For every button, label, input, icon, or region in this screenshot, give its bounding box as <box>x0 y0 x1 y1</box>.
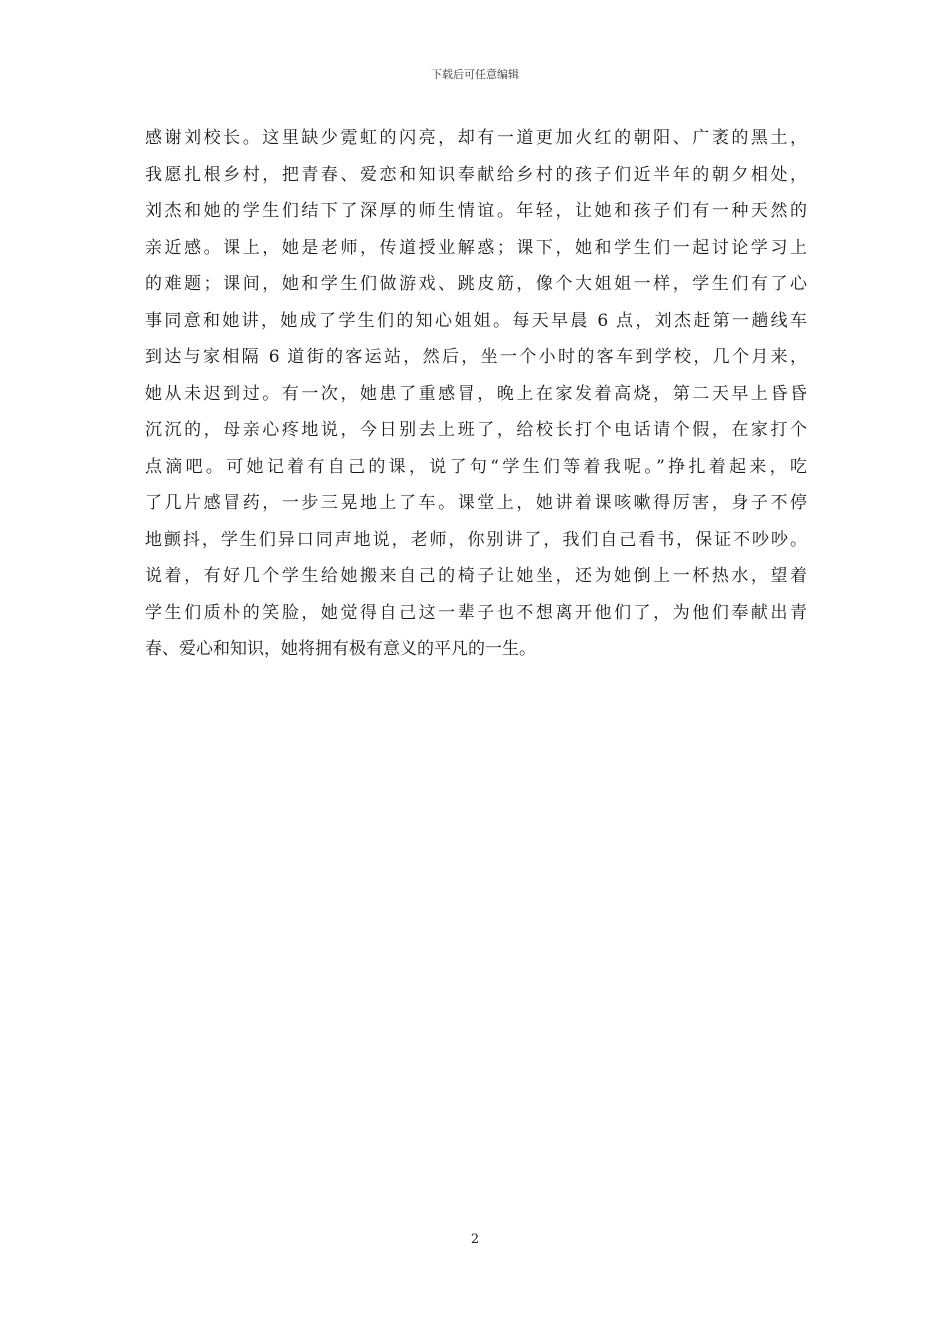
page-header: 下载后可任意编辑 <box>431 68 519 81</box>
text-line: 事同意和她讲，她成了学生们的知心姐姐。每天早晨 6 点，刘杰赶第一趟线车 <box>145 310 807 331</box>
text-line: 到达与家相隔 6 道街的客运站，然后，坐一个小时的客车到学校，几个月来， <box>145 347 807 367</box>
text-line: 了几片感冒药，一步三晃地上了车。课堂上，她讲着课咳嗽得厉害，身子不停 <box>145 493 807 513</box>
text-line: 她从未迟到过。有一次，她患了重感冒，晚上在家发着高烧，第二天早上昏昏 <box>145 383 807 404</box>
text-line: 点滴吧。可她记着有自己的课，说了句“学生们等着我呢。”挣扎着起来，吃 <box>145 456 807 477</box>
text-line: 地颤抖，学生们异口同声地说，老师，你别讲了，我们自己看书，保证不吵吵。 <box>145 529 807 550</box>
text-line: 沉沉的，母亲心疼地说，今日别去上班了，给校长打个电话请个假，在家打个 <box>145 420 807 440</box>
body-text <box>145 120 807 668</box>
text-line: 说着，有好几个学生给她搬来自己的椅子让她坐，还为她倒上一杯热水，望着 <box>145 566 807 586</box>
text-line: 春、爱心和知识，她将拥有极有意义的平凡的一生。 <box>145 639 536 659</box>
text-line: 刘杰和她的学生们结下了深厚的师生情谊。年轻，让她和孩子们有一种天然的 <box>145 201 807 221</box>
text-line: 亲近感。课上，她是老师，传道授业解惑；课下，她和学生们一起讨论学习上 <box>145 237 807 258</box>
text-line: 感谢刘校长。这里缺少霓虹的闪亮，却有一道更加火红的朝阳、广袤的黑土， <box>145 128 807 148</box>
text-line: 我愿扎根乡村，把青春、爱恋和知识奉献给乡村的孩子们近半年的朝夕相处， <box>145 164 807 185</box>
text-line: 学生们质朴的笑脸，她觉得自己这一辈子也不想离开他们了，为他们奉献出青 <box>145 602 807 623</box>
text-line: 的难题；课间，她和学生们做游戏、跳皮筋，像个大姐姐一样，学生们有了心 <box>145 274 807 294</box>
page-number: 2 <box>470 1232 480 1247</box>
